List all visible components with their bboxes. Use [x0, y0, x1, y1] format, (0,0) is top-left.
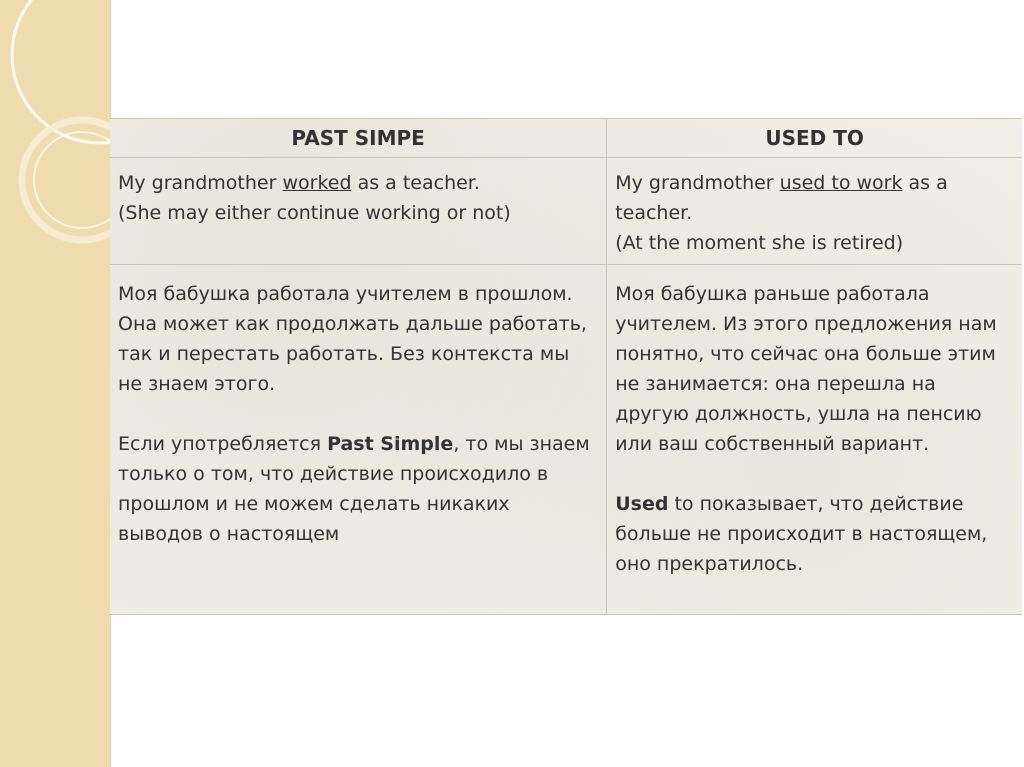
comparison-table-container	[110, 118, 1022, 615]
table-header-row	[110, 119, 1022, 158]
example-sentence	[615, 168, 1014, 228]
bold-term: Used	[615, 493, 669, 515]
cell-past-simple-example	[110, 158, 607, 265]
example-sentence	[118, 168, 598, 198]
explanation-paragraph	[615, 489, 1014, 579]
underlined-verb: used to work	[779, 172, 903, 194]
explanation-paragraph: Моя бабушка раньше работала учителем. Из этого предложения нам понятно, что сейчас она больше этим не занимается: она перешла на другую должность, ушла на пенсию или ваш собственный вариант.	[615, 283, 997, 455]
example-text: My grandmother	[118, 172, 283, 194]
cell-used-to-example	[607, 158, 1022, 265]
example-note: (She may either continue working or not)	[118, 202, 511, 224]
underlined-verb: worked	[282, 172, 352, 194]
table-row-english-example	[110, 158, 1022, 265]
decorative-rings	[0, 0, 110, 767]
example-text: as a teacher.	[615, 172, 948, 224]
header-used-to: USED TO	[607, 119, 1022, 158]
bold-term: Past Simple	[327, 433, 454, 455]
table-row-russian-explanation	[110, 265, 1022, 615]
example-text: as a teacher.	[351, 172, 480, 194]
header-past-simple: PAST SIMPE	[110, 119, 607, 158]
explanation-paragraph	[118, 429, 598, 549]
cell-past-simple-explanation	[110, 265, 607, 615]
example-text: My grandmother	[615, 172, 780, 194]
example-note: (At the moment she is retired)	[615, 232, 904, 254]
explanation-text: to показывает, что действие больше не происходит в настоящем, оно прекратилось.	[615, 493, 988, 575]
comparison-table	[110, 118, 1022, 615]
explanation-text: , то мы знаем только о том, что действие происходило в прошлом и не можем сделать никаких выводов о настоящем	[118, 433, 590, 545]
decorative-side-strip	[0, 0, 111, 767]
explanation-text: Если употребляется	[118, 433, 328, 455]
cell-used-to-explanation	[607, 265, 1022, 615]
explanation-paragraph: Моя бабушка работала учителем в прошлом. Она может как продолжать дальше работать, так и перестать работать. Без контекста мы не знаем этого.	[118, 283, 587, 395]
